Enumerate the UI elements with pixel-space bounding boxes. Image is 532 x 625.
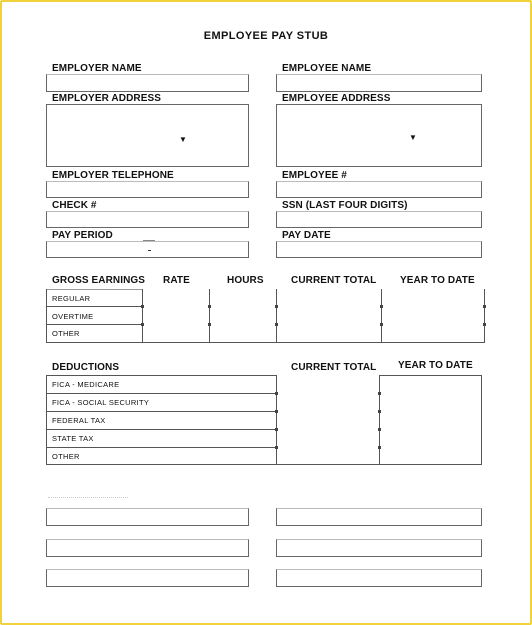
table-tick <box>275 323 278 326</box>
table-tick <box>141 305 144 308</box>
table-tick <box>378 392 381 395</box>
deduction-row-federal-tax: FEDERAL TAX <box>52 416 106 425</box>
rate-header: RATE <box>163 275 190 286</box>
table-line <box>46 289 47 343</box>
table-line <box>46 447 277 448</box>
blank-field-left-3[interactable] <box>46 569 249 587</box>
employee-name-field[interactable] <box>276 74 482 92</box>
year-to-date-header: YEAR TO DATE <box>400 275 475 286</box>
employee-address-field[interactable] <box>276 104 482 167</box>
table-line <box>46 324 142 325</box>
table-line <box>46 289 142 290</box>
employee-name-label: EMPLOYEE NAME <box>282 63 372 74</box>
field-mark <box>148 250 151 251</box>
table-line <box>46 375 47 465</box>
table-line <box>379 375 482 376</box>
check-number-field[interactable] <box>46 211 249 228</box>
table-line <box>142 289 143 343</box>
table-line <box>46 429 277 430</box>
deductions-header: DEDUCTIONS <box>52 362 120 373</box>
table-tick <box>275 428 278 431</box>
table-line <box>381 289 382 343</box>
check-number-label: CHECK # <box>52 200 97 211</box>
earnings-row-other: OTHER <box>52 329 80 338</box>
table-tick <box>275 446 278 449</box>
table-tick <box>483 305 486 308</box>
pay-period-field[interactable] <box>46 241 249 258</box>
pay-date-field[interactable] <box>276 241 482 258</box>
table-tick <box>380 305 383 308</box>
blank-field-right-3[interactable] <box>276 569 482 587</box>
table-line <box>46 375 277 376</box>
deduction-row-fica-social-security: FICA - SOCIAL SECURITY <box>52 398 150 407</box>
table-tick <box>275 410 278 413</box>
employer-name-field[interactable] <box>46 74 249 92</box>
table-line <box>209 289 210 343</box>
table-line <box>46 342 485 343</box>
blank-field-left-1[interactable] <box>46 508 249 526</box>
table-line <box>379 375 380 465</box>
pay-date-label: PAY DATE <box>282 230 331 241</box>
employer-name-label: EMPLOYER NAME <box>52 63 142 74</box>
table-tick <box>483 323 486 326</box>
deductions-current-total-header: CURRENT TOTAL <box>291 362 377 373</box>
deduction-row-other: OTHER <box>52 452 80 461</box>
pay-period-label: PAY PERIOD <box>52 230 113 241</box>
table-tick <box>378 446 381 449</box>
table-line <box>276 289 277 343</box>
dropdown-arrow-icon[interactable]: ▼ <box>409 133 417 142</box>
blank-field-right-1[interactable] <box>276 508 482 526</box>
page-title: EMPLOYEE PAY STUB <box>203 30 329 42</box>
employee-number-label: EMPLOYEE # <box>282 170 347 181</box>
employee-number-field[interactable] <box>276 181 482 198</box>
table-tick <box>275 392 278 395</box>
table-line <box>46 393 277 394</box>
table-tick <box>208 305 211 308</box>
table-line <box>46 411 277 412</box>
employer-telephone-field[interactable] <box>46 181 249 198</box>
employee-address-label: EMPLOYEE ADDRESS <box>282 93 391 104</box>
gross-earnings-header: GROSS EARNINGS <box>52 275 146 286</box>
current-total-header: CURRENT TOTAL <box>291 275 377 286</box>
faint-mark <box>48 497 128 499</box>
hours-header: HOURS <box>227 275 264 286</box>
table-tick <box>378 428 381 431</box>
ssn-label: SSN (LAST FOUR DIGITS) <box>282 200 408 211</box>
table-tick <box>380 323 383 326</box>
employer-telephone-label: EMPLOYER TELEPHONE <box>52 170 174 181</box>
field-mark <box>143 240 155 241</box>
table-tick <box>378 410 381 413</box>
earnings-row-overtime: OVERTIME <box>52 312 94 321</box>
table-line <box>46 306 142 307</box>
employer-address-field[interactable] <box>46 104 249 167</box>
table-line <box>484 289 485 343</box>
table-line <box>46 464 482 465</box>
ssn-field[interactable] <box>276 211 482 228</box>
blank-field-left-2[interactable] <box>46 539 249 557</box>
table-line <box>481 375 482 465</box>
employer-address-label: EMPLOYER ADDRESS <box>52 93 162 104</box>
table-line <box>276 375 277 465</box>
earnings-row-regular: REGULAR <box>52 294 91 303</box>
table-tick <box>208 323 211 326</box>
deduction-row-fica-medicare: FICA - MEDICARE <box>52 380 120 389</box>
deductions-year-to-date-header: YEAR TO DATE <box>398 360 473 369</box>
table-tick <box>141 323 144 326</box>
table-tick <box>275 305 278 308</box>
dropdown-arrow-icon[interactable]: ▼ <box>179 135 187 144</box>
deduction-row-state-tax: STATE TAX <box>52 434 94 443</box>
blank-field-right-2[interactable] <box>276 539 482 557</box>
